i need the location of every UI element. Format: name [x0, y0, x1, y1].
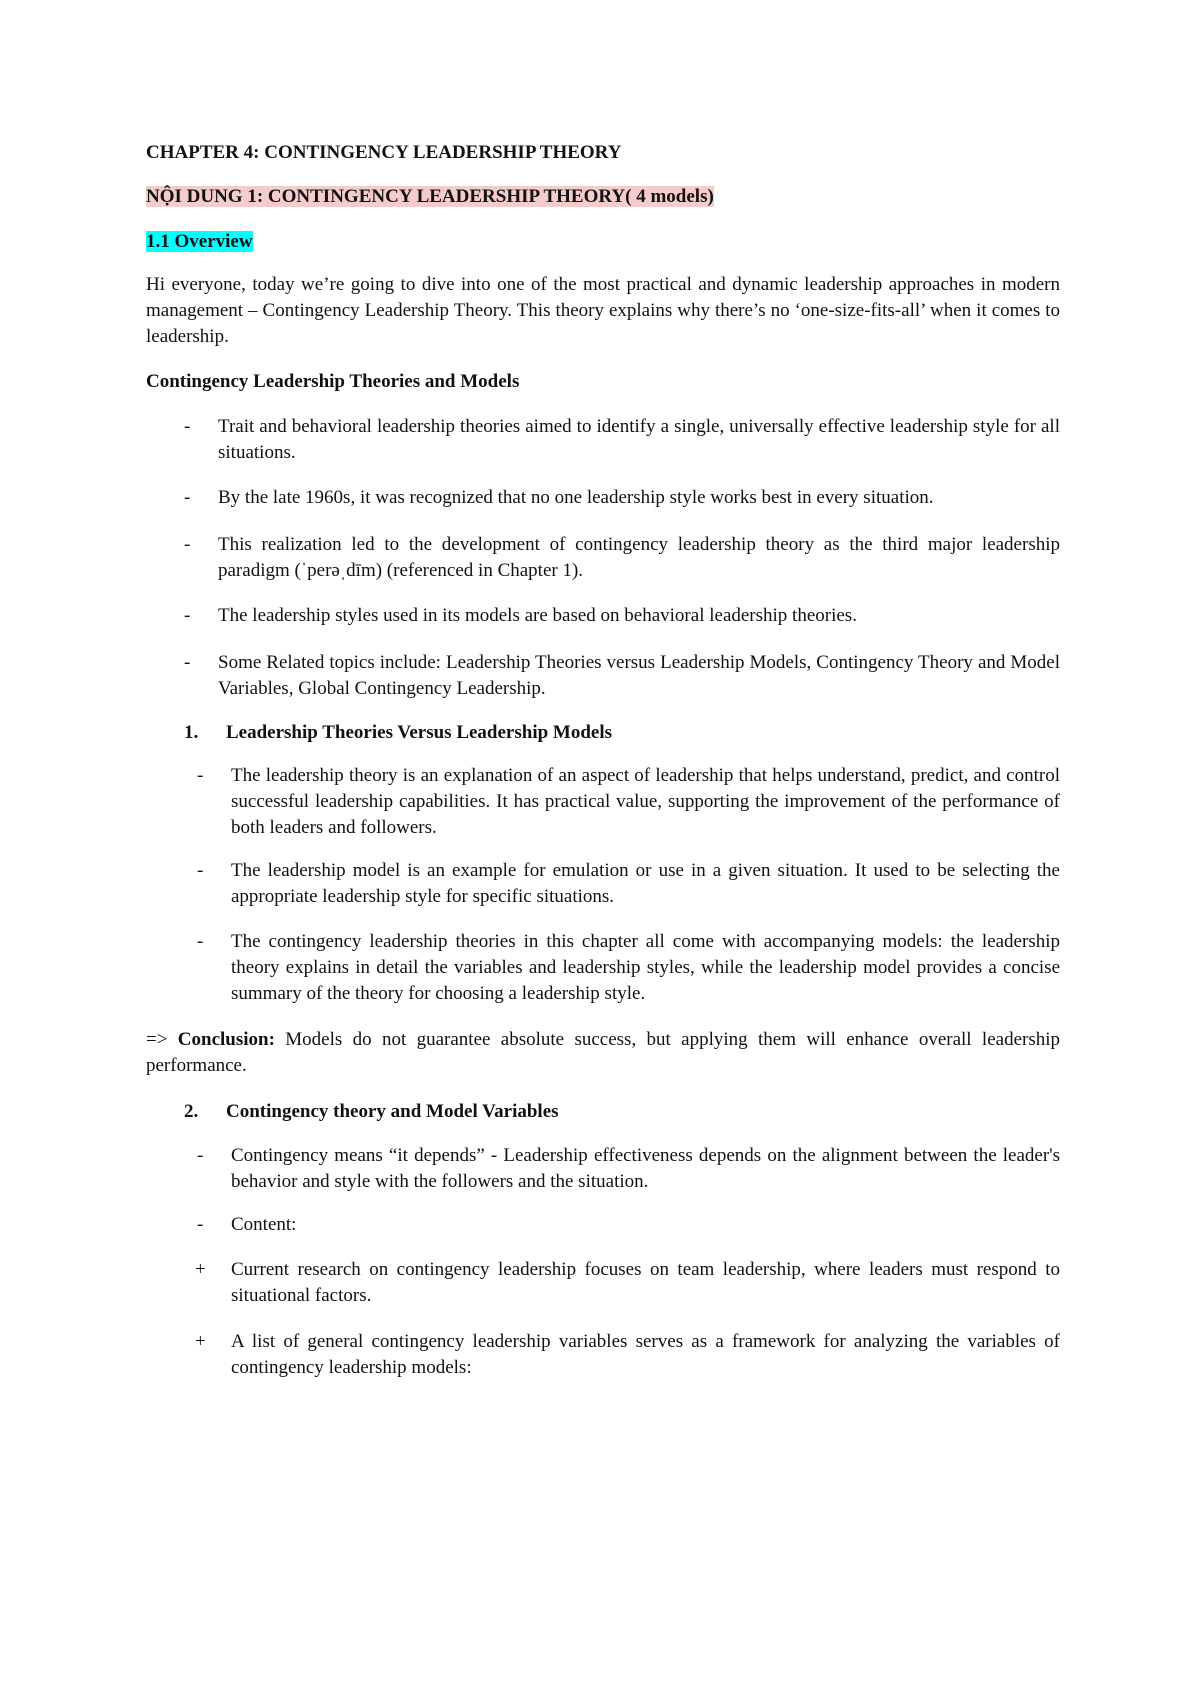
- list-item: [146, 1329, 1060, 1381]
- list-item-text: Current research on contingency leadership focuses on team leadership, where leaders must respond to situational factors.: [231, 1259, 1060, 1306]
- dash-marker: -: [197, 1214, 204, 1235]
- list-item-text: The leadership theory is an explanation of an aspect of leadership that helps understand, predict, and control successful leadership capabilities. It has practical value, supporting the improvement of the performance of both leaders and followers.: [231, 765, 1060, 838]
- conclusion-label: Conclusion:: [177, 1029, 275, 1050]
- dash-marker: -: [184, 652, 191, 673]
- chapter-title: CHAPTER 4: CONTINGENCY LEADERSHIP THEORY: [146, 142, 622, 163]
- intro-paragraph: Hi everyone, today we’re going to dive into one of the most practical and dynamic leadership approaches in modern management – Contingency Leadership Theory. This theory explains why there’s no ‘one-size-fits-all’ when it comes to leadership.: [146, 274, 1060, 347]
- dash-marker: -: [197, 765, 204, 786]
- list-item: [146, 1257, 1060, 1309]
- dash-marker: -: [184, 487, 191, 508]
- dash-marker: -: [184, 534, 191, 555]
- list-item-text: By the late 1960s, it was recognized that no one leadership style works best in every situation.: [218, 487, 934, 508]
- list-item: [146, 929, 1060, 1007]
- list-item-text: The contingency leadership theories in this chapter all come with accompanying models: the leadership theory explains in detail the variables and leadership styles, while the leadership model provides a concise summary of the theory for choosing a leadership style.: [231, 931, 1060, 1004]
- plus-marker: +: [195, 1331, 206, 1352]
- section-2-heading: [146, 1099, 1060, 1125]
- list-item-text: Content:: [231, 1214, 297, 1235]
- list-item-text: Some Related topics include: Leadership Theories versus Leadership Models, Contingency Theory and Model Variables, Global Contingency Leadership.: [218, 652, 1060, 699]
- section-number: 1.: [184, 722, 199, 743]
- plus-marker: +: [195, 1259, 206, 1280]
- dash-marker: -: [197, 860, 204, 881]
- section-number: 2.: [184, 1101, 199, 1122]
- dash-marker: -: [197, 1145, 204, 1166]
- list-item: [146, 858, 1060, 910]
- content-heading-text: NỘI DUNG 1: CONTINGENCY LEADERSHIP THEORY( 4 models): [146, 186, 714, 207]
- list-item-text: This realization led to the development of contingency leadership theory as the third major leadership paradigm (ˈperəˌdīm) (referenced in Chapter 1).: [218, 534, 1060, 581]
- conclusion-text: Models do not guarantee absolute success, but applying them will enhance overall leadership performance.: [146, 1029, 1061, 1076]
- list-item: [146, 414, 1060, 466]
- section-title: Leadership Theories Versus Leadership Models: [226, 722, 613, 743]
- conclusion-arrow: =>: [146, 1029, 168, 1050]
- list-item-text: The leadership styles used in its models are based on behavioral leadership theories.: [218, 605, 857, 626]
- list-item: [146, 763, 1060, 841]
- section-1-heading: [146, 720, 1060, 746]
- list-item-text: Trait and behavioral leadership theories aimed to identify a single, universally effective leadership style for all situations.: [218, 416, 1060, 463]
- theories-heading: Contingency Leadership Theories and Models: [146, 371, 520, 392]
- dash-marker: -: [184, 605, 191, 626]
- list-item: [146, 603, 1060, 629]
- list-item: [146, 1212, 1060, 1238]
- list-item-text: The leadership model is an example for emulation or use in a given situation. It used to be selecting the appropriate leadership style for specific situations.: [231, 860, 1060, 907]
- content-heading: [146, 184, 1060, 210]
- list-item: [146, 485, 1060, 511]
- list-item: [146, 1143, 1060, 1195]
- dash-marker: -: [197, 931, 204, 952]
- conclusion-paragraph: [146, 1027, 1060, 1079]
- overview-heading: [146, 229, 1060, 255]
- list-item: [146, 650, 1060, 702]
- overview-heading-text: 1.1 Overview: [146, 231, 253, 252]
- list-item: [146, 532, 1060, 584]
- document-page: [146, 140, 1060, 1381]
- section-title: Contingency theory and Model Variables: [226, 1101, 559, 1122]
- list-item-text: Contingency means “it depends” - Leadership effectiveness depends on the alignment between the leader's behavior and style with the followers and the situation.: [231, 1145, 1060, 1192]
- dash-marker: -: [184, 416, 191, 437]
- list-item-text: A list of general contingency leadership variables serves as a framework for analyzing the variables of contingency leadership models:: [231, 1331, 1060, 1378]
